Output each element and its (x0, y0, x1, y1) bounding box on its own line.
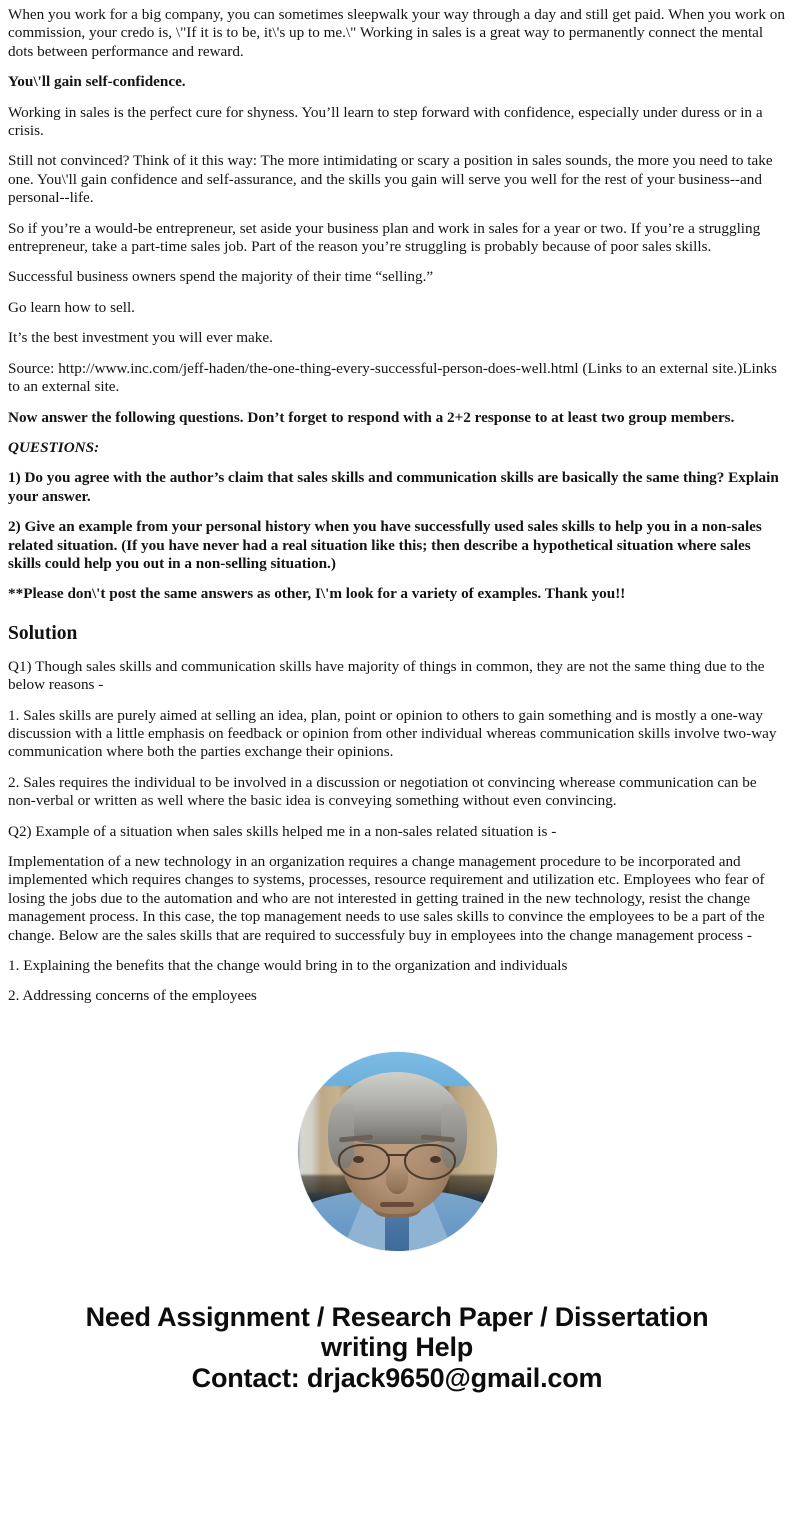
questions-label: QUESTIONS: (8, 438, 100, 456)
solution-paragraph: 1. Sales skills are purely aimed at selling an idea, plan, point or opinion to others to gain something and is mostly a one-way discussion with a little emphasis on feedback or opinion from other individual whereas communication skills involve two-way communication where both the parties exchange their opinions. (8, 706, 777, 761)
instructions-section (8, 409, 786, 604)
avatar-lens-right (404, 1144, 456, 1180)
avatar-tie (385, 1211, 409, 1251)
article-section (8, 6, 786, 397)
avatar (298, 1052, 497, 1251)
article-subheading: You\'ll gain self-confidence. (8, 73, 186, 91)
question-item: 1) Do you agree with the author’s claim that sales skills and communication skills are basically the same thing? Explain your answer. (8, 469, 779, 505)
solution-heading: Solution (8, 622, 78, 644)
solution-paragraph: 2. Sales requires the individual to be involved in a discussion or negotiation ot convincing wherease communication can be non-verbal or written as well where the basic idea is conveying something without even convincing. (8, 773, 757, 810)
solution-paragraph: Q1) Though sales skills and communication skills have majority of things in common, they are not the same thing due to the below reasons - (8, 657, 765, 694)
footer-headline-line2: writing Help (320, 1331, 474, 1362)
solution-list-item: 2. Addressing concerns of the employees (8, 987, 257, 1005)
avatar-lens-left (338, 1144, 390, 1180)
footer-headline-line1: Need Assignment / Research Paper / Dissertation (85, 1301, 709, 1332)
glasses-icon (336, 1144, 458, 1178)
instructions-prompt: Now answer the following questions. Don’t forget to respond with a 2+2 response to at least two group members. (8, 408, 735, 426)
avatar-container (8, 1052, 786, 1262)
avatar-mouth (380, 1202, 414, 1207)
solution-paragraph: Implementation of a new technology in an organization requires a change management procedure to be incorporated and implemented which requires changes to systems, processes, resource requirement and utilization etc. Employees who fear of losing the jobs due to the automation and who are not interested in getting trained in the new technology, resist the change management process. In this case, the top management needs to use sales skills to convince the employees to be a part of the change. Below are the sales skills that are required to successfuly buy in employees into the change management process - (8, 853, 765, 944)
avatar-glasses-bridge (386, 1154, 408, 1157)
document-page (0, 6, 794, 1394)
article-paragraph: So if you’re a would-be entrepreneur, set aside your business plan and work in sales for a year or two. If you’re a struggling entrepreneur, take a part-time sales job. Part of the reason you’re struggling is probably because of poor sales skills. (8, 219, 761, 256)
article-paragraph: Still not convinced? Think of it this way: The more intimidating or scary a position in sales sounds, the more you need to take one. You\'ll gain confidence and self-assurance, and the skills you gain will serve you well for the rest of your business--and personal--life. (8, 152, 773, 207)
instructions-note: **Please don\'t post the same answers as other, I\'m look for a variety of examples. Thank you!! (8, 585, 626, 603)
article-source-line: Source: http://www.inc.com/jeff-haden/the-one-thing-every-successful-person-does-well.html (Links to an external site.)Links to an external site. (8, 359, 777, 396)
article-paragraph: Successful business owners spend the majority of their time “selling.” (8, 268, 434, 286)
solution-paragraph: Q2) Example of a situation when sales skills helped me in a non-sales related situation is - (8, 822, 557, 840)
article-paragraph: It’s the best investment you will ever make. (8, 329, 273, 347)
footer-contact-line[interactable]: Contact: drjack9650@gmail.com (191, 1362, 603, 1393)
article-paragraph: Go learn how to sell. (8, 298, 135, 316)
article-paragraph: When you work for a big company, you can sometimes sleepwalk your way through a day and still get paid. When you work on commission, your credo is, \"If it is to be, it\'s up to me.\" Working in sales is a great way to permanently connect the mental dots between performance and reward. (8, 6, 785, 60)
solution-list-item: 1. Explaining the benefits that the change would bring in to the organization and individuals (8, 957, 568, 975)
solution-section (8, 622, 786, 1006)
question-item: 2) Give an example from your personal history when you have successfully used sales skills to help you in a non-sales related situation. (If you have never had a real situation like this; then describe a hypothetical situation where sales skills could help you out in a non-selling situation.) (8, 518, 762, 572)
article-paragraph: Working in sales is the perfect cure for shyness. You’ll learn to step forward with confidence, especially under duress or in a crisis. (8, 103, 763, 140)
footer (8, 1302, 786, 1394)
